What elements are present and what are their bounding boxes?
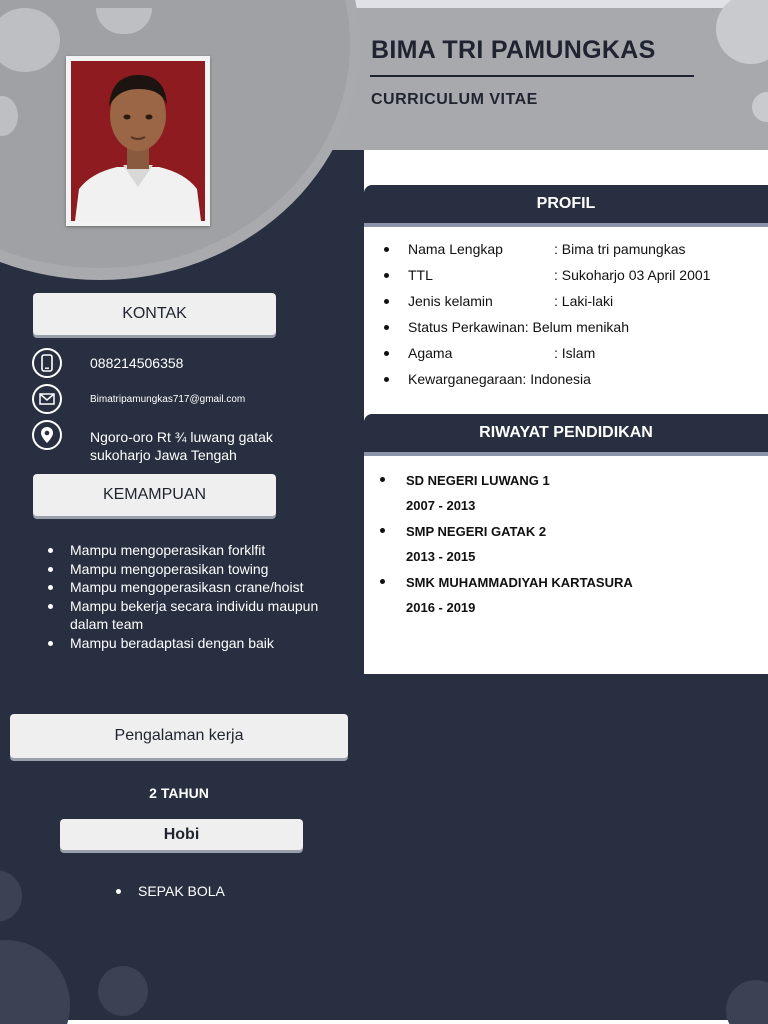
document-subtitle: CURRICULUM VITAE [371, 91, 538, 108]
contact-phone [32, 348, 183, 378]
profile-label: Nama Lengkap [408, 241, 503, 257]
school-years: 2016 - 2019 [406, 600, 476, 615]
profile-value: : Sukoharjo 03 April 2001 [554, 267, 711, 283]
address-line-1: Ngoro-oro Rt ¾ luwang gatak [90, 429, 273, 445]
hobi-header [60, 819, 303, 850]
person-portrait-icon [71, 61, 205, 221]
profil-title: PROFIL [536, 195, 596, 212]
mail-icon [32, 384, 62, 414]
profile-value: : Indonesia [522, 371, 591, 387]
profile-row [384, 262, 710, 288]
profil-header [364, 185, 768, 223]
header-band-lower [356, 126, 768, 150]
profile-row [384, 314, 710, 340]
profile-row [384, 340, 710, 366]
list-item [380, 472, 633, 514]
profile-label: Agama [408, 345, 453, 361]
list-item: Mampu mengoperasikasn crane/hoist [48, 578, 313, 597]
list-item: Mampu mengoperasikan forklfit [48, 541, 348, 560]
pendidikan-title: RIWAYAT PENDIDIKAN [479, 424, 653, 441]
list-item: Mampu mengoperasikan towing [48, 560, 348, 579]
contact-address [32, 420, 273, 464]
profile-row [384, 288, 710, 314]
profile-value: : Islam [554, 345, 596, 361]
location-pin-icon [32, 420, 62, 450]
hobi-title: Hobi [163, 825, 200, 843]
kontak-header [33, 293, 276, 335]
name-divider [370, 75, 694, 77]
phone-number: 088214506358 [90, 355, 184, 371]
experience-duration: 2 TAHUN [149, 785, 209, 801]
pengalaman-title: Pengalaman kerja [114, 727, 244, 744]
profile-value: : Laki-laki [554, 293, 614, 309]
profile-row [384, 366, 710, 392]
profile-label: Kewarganegaraan [408, 371, 523, 387]
list-item [380, 523, 633, 565]
school-name: SD NEGERI LUWANG 1 [406, 473, 550, 488]
profile-list [384, 236, 710, 392]
address-line-2: sukoharjo Jawa Tengah [90, 447, 237, 463]
profile-photo [71, 61, 205, 221]
kemampuan-header [33, 474, 276, 516]
skills-list [48, 541, 348, 652]
school-years: 2007 - 2013 [406, 498, 476, 513]
school-name: SMK MUHAMMADIYAH KARTASURA [406, 575, 633, 590]
pendidikan-header [364, 414, 768, 452]
phone-icon [32, 348, 62, 378]
profile-label: TTL [408, 267, 433, 283]
school-years: 2013 - 2015 [406, 549, 476, 564]
profile-photo-frame [66, 56, 210, 226]
profile-value: : Bima tri pamungkas [554, 241, 686, 257]
list-item: Mampu beradaptasi dengan baik [48, 634, 348, 653]
address [90, 428, 273, 464]
education-list [380, 472, 633, 625]
hobby-item: SEPAK BOLA [116, 883, 225, 899]
applicant-name: BIMA TRI PAMUNGKAS [371, 36, 656, 64]
contact-email [32, 384, 245, 414]
profile-label: Status Perkawinan [408, 319, 525, 335]
email-address: Bimatripamungkas717@gmail.com [90, 393, 246, 405]
pengalaman-header [10, 714, 348, 758]
profile-value: : Belum menikah [524, 319, 630, 335]
school-name: SMP NEGERI GATAK 2 [406, 524, 547, 539]
kemampuan-title: KEMAMPUAN [102, 486, 207, 503]
profile-row [384, 236, 710, 262]
kontak-title: KONTAK [122, 305, 187, 322]
decor-circle [98, 966, 148, 1016]
list-item [380, 574, 633, 616]
list-item: Mampu bekerja secara individu maupun dalam team [48, 597, 333, 634]
profile-label: Jenis kelamin [408, 293, 493, 309]
